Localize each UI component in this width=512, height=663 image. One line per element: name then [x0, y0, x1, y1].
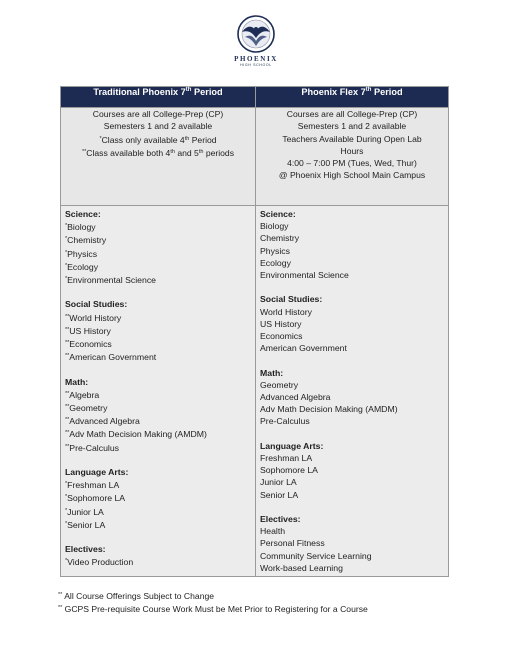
logo-subtitle: HIGH SCHOOL: [240, 63, 272, 67]
phoenix-logo: [228, 14, 284, 72]
course-group: [65, 466, 251, 531]
course-item: **US History: [65, 325, 111, 336]
header-row: [61, 87, 449, 108]
header-traditional: Traditional Phoenix 7th Period: [61, 87, 256, 108]
course-group: [260, 440, 444, 501]
courses-flex: [256, 206, 449, 577]
course-item: *Sophomore LA: [65, 493, 126, 504]
course-item: **Advanced Algebra: [65, 416, 140, 427]
course-group: [260, 367, 444, 428]
footnotes: [58, 589, 368, 615]
course-item: Senior LA: [260, 489, 299, 500]
course-group: [65, 543, 251, 568]
group-title: Science:: [65, 209, 101, 219]
course-table: [60, 86, 449, 577]
course-item: **Adv Math Decision Making (AMDM): [65, 429, 207, 440]
course-item: American Government: [260, 343, 347, 354]
course-item: Advanced Algebra: [260, 392, 331, 403]
course-item: Ecology: [260, 257, 291, 268]
group-title: Social Studies:: [65, 299, 128, 310]
course-group: [260, 208, 444, 281]
group-title: Social Studies:: [260, 294, 323, 305]
course-item: *Biology: [65, 222, 96, 233]
course-item: Economics: [260, 331, 303, 342]
logo-name: PHOENIX: [234, 55, 278, 63]
course-item: **Economics: [65, 339, 112, 350]
group-title: Electives:: [65, 544, 106, 555]
course-item: Chemistry: [260, 233, 300, 244]
course-item: Personal Fitness: [260, 538, 325, 549]
course-item: Pre-Calculus: [260, 416, 310, 427]
course-item: Freshman LA: [260, 453, 313, 464]
course-item: *Freshman LA: [65, 480, 120, 491]
course-group: [65, 298, 251, 363]
course-item: **American Government: [65, 352, 157, 363]
course-item: Environmental Science: [260, 270, 349, 281]
course-group: [260, 293, 444, 354]
course-item: Sophomore LA: [260, 465, 318, 476]
course-item: Biology: [260, 221, 289, 232]
course-item: US History: [260, 318, 302, 329]
course-item: *Video Production: [65, 557, 134, 568]
course-item: Work-based Learning: [260, 562, 343, 573]
course-item: **World History: [65, 312, 122, 323]
course-item: **Algebra: [65, 389, 100, 400]
info-traditional: Courses are all College-Prep (CP) Semesters 1 and 2 available *Class only available 4th Period **Class available both 4th and 5th periods: [61, 108, 256, 206]
course-item: Physics: [260, 245, 290, 256]
group-title: Math:: [260, 367, 284, 378]
course-item: *Senior LA: [65, 519, 106, 530]
group-title: Math:: [65, 376, 89, 387]
course-item: *Environmental Science: [65, 275, 156, 286]
phoenix-bird-icon: [236, 14, 276, 54]
course-group: [65, 376, 251, 454]
courses-row: [61, 206, 449, 577]
course-item: World History: [260, 306, 312, 317]
course-item: **Geometry: [65, 403, 108, 414]
course-item: Adv Math Decision Making (AMDM): [260, 404, 398, 415]
group-title: Language Arts:: [260, 440, 324, 451]
footnote: ** GCPS Pre-requisite Course Work Must be Met Prior to Registering for a Course: [58, 604, 368, 614]
course-item: *Physics: [65, 248, 98, 259]
group-title: Electives:: [260, 514, 301, 525]
course-item: Health: [260, 526, 286, 537]
course-item: *Ecology: [65, 261, 99, 272]
course-item: *Junior LA: [65, 506, 104, 517]
group-title: Science:: [260, 209, 296, 219]
header-flex: Phoenix Flex 7th Period: [256, 87, 449, 108]
course-item: *Chemistry: [65, 235, 107, 246]
group-title: Language Arts:: [65, 467, 129, 478]
course-item: Community Service Learning: [260, 550, 372, 561]
course-item: **Pre-Calculus: [65, 442, 120, 453]
course-item: Geometry: [260, 379, 299, 390]
info-flex: Courses are all College-Prep (CP) Semesters 1 and 2 available Teachers Available During Open Lab Hours 4:00 – 7:00 PM (Tues, Wed, Thur) @ Phoenix High School Main Campus: [256, 108, 449, 206]
course-group: [260, 513, 444, 574]
footnote: ** All Course Offerings Subject to Change: [58, 591, 215, 601]
course-item: Junior LA: [260, 477, 297, 488]
courses-traditional: [61, 206, 256, 577]
course-group: [65, 208, 251, 286]
info-row: [61, 108, 449, 206]
